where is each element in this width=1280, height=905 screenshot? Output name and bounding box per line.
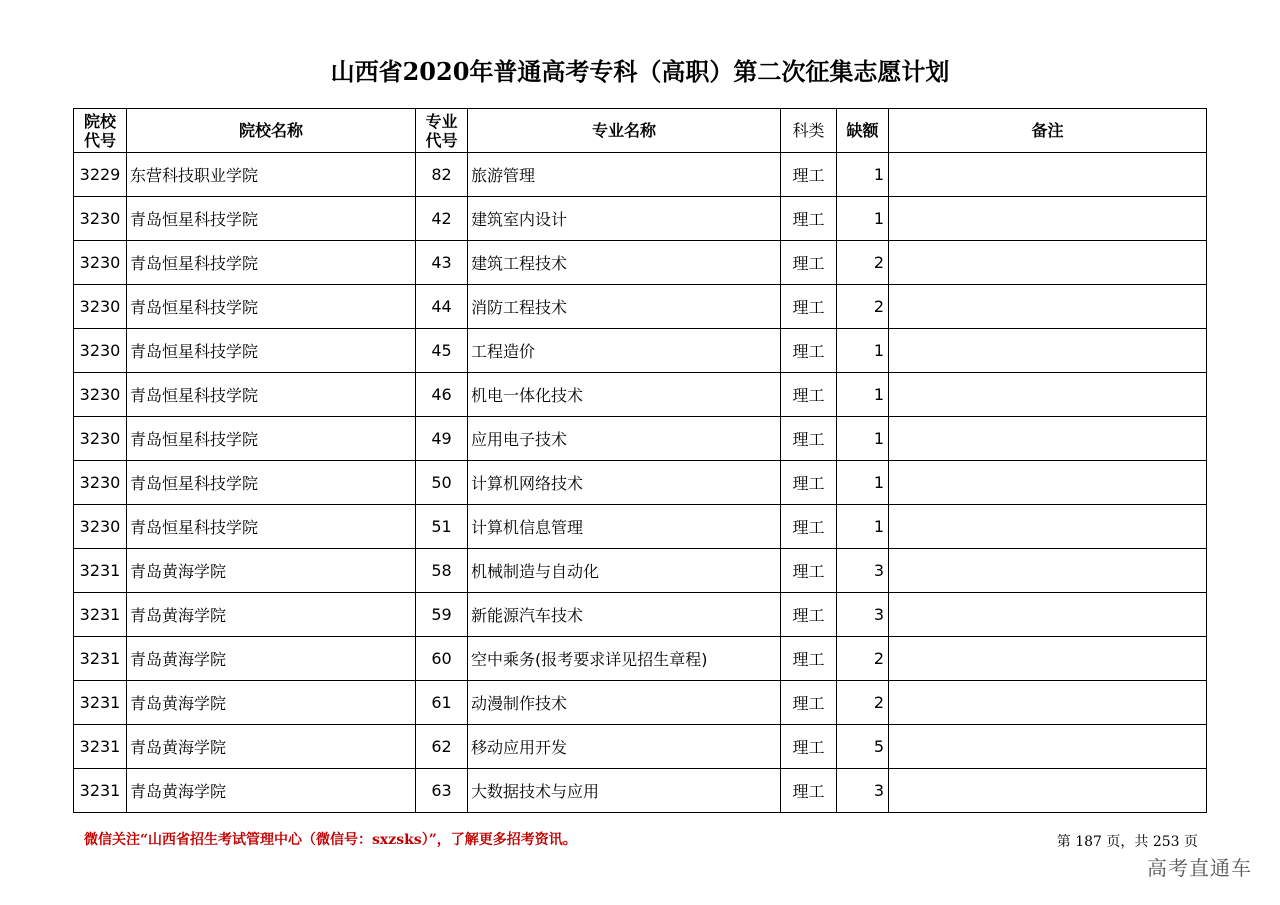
cell-major-name: 机械制造与自动化 (468, 549, 781, 593)
table-row (74, 769, 1207, 813)
cell-quota: 2 (837, 241, 889, 285)
table-row (74, 505, 1207, 549)
cell-category: 理工 (781, 637, 837, 681)
cell-major-code: 44 (416, 285, 468, 329)
table-row (74, 329, 1207, 373)
cell-major-name: 空中乘务(报考要求详见招生章程) (468, 637, 781, 681)
cell-school-code: 3229 (74, 153, 127, 197)
cell-school-code: 3231 (74, 725, 127, 769)
cell-quota: 1 (837, 197, 889, 241)
cell-major-code: 61 (416, 681, 468, 725)
header-remark: 备注 (889, 109, 1207, 153)
cell-major-code: 46 (416, 373, 468, 417)
cell-quota: 2 (837, 637, 889, 681)
cell-major-name: 建筑工程技术 (468, 241, 781, 285)
cell-remark (889, 549, 1207, 593)
cell-major-name: 旅游管理 (468, 153, 781, 197)
table-row (74, 461, 1207, 505)
page-info: 第 187 页，共 253 页 (1056, 834, 1198, 850)
cell-school-code: 3230 (74, 285, 127, 329)
cell-school-name: 青岛恒星科技学院 (127, 461, 416, 505)
cell-school-code: 3231 (74, 681, 127, 725)
table-row (74, 373, 1207, 417)
cell-category: 理工 (781, 285, 837, 329)
cell-quota: 3 (837, 769, 889, 813)
plan-table (73, 108, 1207, 813)
cell-remark (889, 637, 1207, 681)
cell-quota: 1 (837, 153, 889, 197)
cell-category: 理工 (781, 241, 837, 285)
cell-school-name: 青岛黄海学院 (127, 769, 416, 813)
page-title: 山西省2020年普通高考专科（高职）第二次征集志愿计划 (330, 57, 950, 86)
cell-school-code: 3231 (74, 593, 127, 637)
cell-school-name: 青岛黄海学院 (127, 725, 416, 769)
table-row (74, 681, 1207, 725)
header-quota: 缺额 (837, 109, 889, 153)
cell-major-name: 计算机信息管理 (468, 505, 781, 549)
header-major-code: 专业代号 (416, 109, 468, 153)
cell-school-name: 青岛恒星科技学院 (127, 241, 416, 285)
cell-major-code: 45 (416, 329, 468, 373)
cell-category: 理工 (781, 549, 837, 593)
cell-category: 理工 (781, 373, 837, 417)
cell-school-code: 3231 (74, 637, 127, 681)
header-school-name: 院校名称 (127, 109, 416, 153)
cell-category: 理工 (781, 681, 837, 725)
table-row (74, 285, 1207, 329)
cell-school-code: 3230 (74, 505, 127, 549)
table-row (74, 549, 1207, 593)
cell-quota: 1 (837, 417, 889, 461)
cell-major-code: 42 (416, 197, 468, 241)
cell-major-name: 机电一体化技术 (468, 373, 781, 417)
cell-major-code: 50 (416, 461, 468, 505)
cell-major-code: 62 (416, 725, 468, 769)
cell-remark (889, 505, 1207, 549)
cell-quota: 1 (837, 505, 889, 549)
cell-school-name: 青岛恒星科技学院 (127, 505, 416, 549)
cell-remark (889, 329, 1207, 373)
cell-category: 理工 (781, 417, 837, 461)
cell-major-code: 59 (416, 593, 468, 637)
table-row (74, 637, 1207, 681)
table-row (74, 417, 1207, 461)
cell-school-code: 3230 (74, 417, 127, 461)
cell-category: 理工 (781, 197, 837, 241)
watermark: 高考直通车 (1147, 856, 1252, 880)
cell-school-name: 青岛恒星科技学院 (127, 417, 416, 461)
cell-quota: 1 (837, 373, 889, 417)
cell-remark (889, 593, 1207, 637)
cell-school-name: 青岛恒星科技学院 (127, 285, 416, 329)
cell-quota: 5 (837, 725, 889, 769)
cell-remark (889, 197, 1207, 241)
table-header-row (74, 109, 1207, 153)
header-major-name: 专业名称 (468, 109, 781, 153)
cell-major-name: 计算机网络技术 (468, 461, 781, 505)
cell-major-name: 新能源汽车技术 (468, 593, 781, 637)
cell-remark (889, 417, 1207, 461)
cell-school-code: 3230 (74, 197, 127, 241)
cell-remark (889, 769, 1207, 813)
cell-remark (889, 241, 1207, 285)
cell-major-name: 消防工程技术 (468, 285, 781, 329)
cell-school-code: 3230 (74, 241, 127, 285)
cell-category: 理工 (781, 769, 837, 813)
table-row (74, 241, 1207, 285)
cell-school-name: 青岛恒星科技学院 (127, 197, 416, 241)
cell-major-name: 动漫制作技术 (468, 681, 781, 725)
cell-major-code: 82 (416, 153, 468, 197)
cell-school-code: 3231 (74, 769, 127, 813)
table-row (74, 593, 1207, 637)
cell-major-name: 移动应用开发 (468, 725, 781, 769)
cell-major-code: 49 (416, 417, 468, 461)
cell-major-name: 工程造价 (468, 329, 781, 373)
table-row (74, 153, 1207, 197)
cell-school-name: 青岛恒星科技学院 (127, 329, 416, 373)
cell-category: 理工 (781, 329, 837, 373)
cell-school-code: 3230 (74, 461, 127, 505)
cell-quota: 2 (837, 285, 889, 329)
cell-quota: 1 (837, 461, 889, 505)
cell-school-name: 东营科技职业学院 (127, 153, 416, 197)
cell-school-code: 3231 (74, 549, 127, 593)
cell-quota: 2 (837, 681, 889, 725)
cell-remark (889, 153, 1207, 197)
cell-major-code: 43 (416, 241, 468, 285)
cell-remark (889, 461, 1207, 505)
cell-quota: 1 (837, 329, 889, 373)
cell-major-code: 58 (416, 549, 468, 593)
table-row (74, 725, 1207, 769)
cell-category: 理工 (781, 461, 837, 505)
cell-major-code: 63 (416, 769, 468, 813)
cell-school-name: 青岛黄海学院 (127, 637, 416, 681)
cell-school-name: 青岛恒星科技学院 (127, 373, 416, 417)
cell-major-name: 应用电子技术 (468, 417, 781, 461)
header-school-code: 院校代号 (74, 109, 127, 153)
wechat-notice: 微信关注“山西省招生考试管理中心（微信号：sxzsks）”，了解更多招考资讯。 (84, 832, 577, 848)
cell-school-code: 3230 (74, 373, 127, 417)
cell-school-name: 青岛黄海学院 (127, 549, 416, 593)
cell-remark (889, 285, 1207, 329)
cell-remark (889, 725, 1207, 769)
cell-quota: 3 (837, 549, 889, 593)
cell-school-name: 青岛黄海学院 (127, 681, 416, 725)
table-row (74, 197, 1207, 241)
cell-school-name: 青岛黄海学院 (127, 593, 416, 637)
cell-category: 理工 (781, 505, 837, 549)
cell-school-code: 3230 (74, 329, 127, 373)
header-category: 科类 (781, 109, 837, 153)
cell-category: 理工 (781, 725, 837, 769)
cell-major-code: 51 (416, 505, 468, 549)
cell-remark (889, 373, 1207, 417)
cell-category: 理工 (781, 153, 837, 197)
cell-quota: 3 (837, 593, 889, 637)
cell-remark (889, 681, 1207, 725)
cell-major-name: 建筑室内设计 (468, 197, 781, 241)
cell-major-name: 大数据技术与应用 (468, 769, 781, 813)
cell-category: 理工 (781, 593, 837, 637)
cell-major-code: 60 (416, 637, 468, 681)
